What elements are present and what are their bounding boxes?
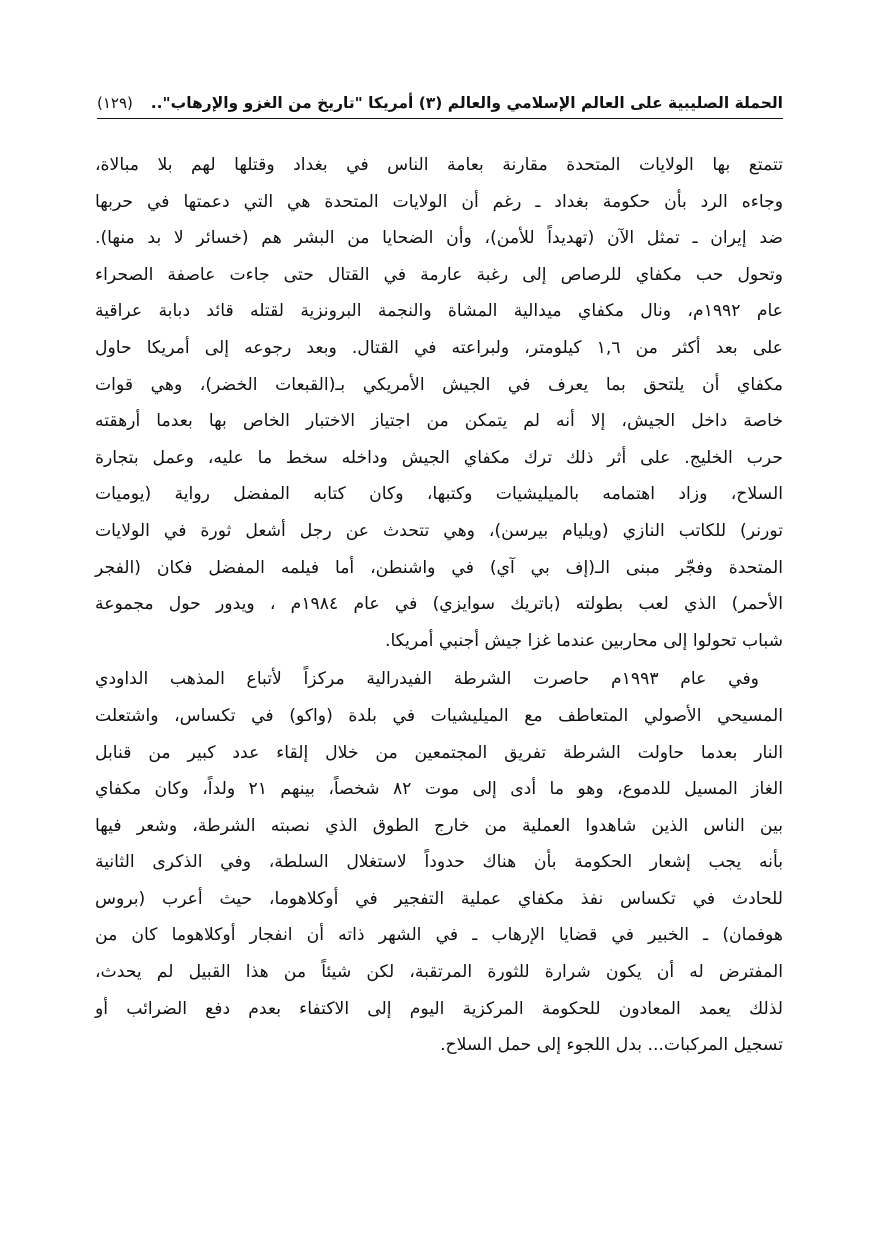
text-line: عام ١٩٩٢م، ونال مكفاي ميدالية المشاة والنجمة البرونزية لقتله قائد دبابة عراقية <box>95 301 783 322</box>
text-line: بأنه يجب إشعار الحكومة بأن هناك حدوداً لاستغلال السلطة، وفي الذكرى الثانية <box>95 852 783 873</box>
text-line: بين الناس الذين شاهدوا العملية من خارج الطوق الذي نصبته الشرطة، وشعر فيها <box>95 815 783 836</box>
running-header-title: الحملة الصليبية على العالم الإسلامي والعالم (٣) أمريكا "تاريخ من الغزو والإرهاب".. <box>150 94 783 112</box>
text-line: تسجيل المركبات... بدل اللجوء إلى حمل السلاح. <box>440 1035 783 1056</box>
text-line: مكفاي أن يلتحق بما يعرف في الجيش الأمريكي بـ(القبعات الخضر)، وهي قوات <box>95 374 783 395</box>
paragraph-2 <box>95 661 783 1064</box>
text-line: للحادث في تكساس نفذ مكفاي عملية التفجير في أوكلاهوما، حيث أعرب (بروس <box>95 888 783 909</box>
paragraph-1 <box>95 147 783 659</box>
text-line: على بعد أكثر من ١,٦ كيلومتر، ولبراعته في القتال. وبعد رجوعه إلى أمريكا حاول <box>95 337 784 358</box>
text-line: تورنر) للكاتب النازي (ويليام بيرسن)، وهي تتحدث عن رجل أشعل ثورة في الولايات <box>95 520 783 541</box>
text-line: السلاح، وزاد اهتمامه بالميليشيات وكتبها، وكان كتابه المفضل رواية (يوميات <box>95 484 783 505</box>
text-line: المسيحي الأصولي المتعاطف مع الميليشيات في بلدة (واكو) في تكساس، واشتعلت <box>95 705 783 726</box>
running-header <box>97 88 783 119</box>
text-line: وتحول حب مكفاي للرصاص إلى رغبة عارمة في القتال حتى جاءت عاصفة الصحراء <box>95 264 783 285</box>
body-text <box>95 147 783 1064</box>
text-line: المفترض له أن يكون شرارة للثورة المرتقبة، لكن شيئاً من هذا القبيل لم يحدث، <box>95 962 783 983</box>
text-line: النار بعدما حاولت الشرطة تفريق المجتمعين من خلال إلقاء عدد كبير من قنابل <box>95 742 783 763</box>
text-line: تتمتع بها الولايات المتحدة مقارنة بعامة الناس في بغداد وقتلها لهم بلا مبالاة، <box>95 155 783 175</box>
page-number: (١٢٩) <box>97 94 133 112</box>
text-line: شباب تحولوا إلى محاربين عندما غزا جيش أجنبي أمريكا. <box>384 630 783 651</box>
text-line: لذلك يعمد المعادون للحكومة المركزية اليوم إلى الاكتفاء بعدم دفع الضرائب أو <box>95 998 783 1019</box>
text-line: وجاءه الرد بأن حكومة بغداد ـ رغم أن الولايات المتحدة هي التي دعمتها في حربها <box>95 191 783 212</box>
text-line: حرب الخليج. على أثر ذلك ترك مكفاي الجيش وداخله سخط ما عليه، وعمل بتجارة <box>95 447 783 468</box>
text-line: هوفمان) ـ الخبير في قضايا الإرهاب ـ في الشهر ذاته أن انفجار أوكلاهوما كان من <box>95 925 783 946</box>
text-line: خاصة داخل الجيش، إلا أنه لم يتمكن من اجتياز الاختبار الخاص بها بعدما أرهقته <box>95 411 783 432</box>
text-line: ضد إيران ـ تمثل الآن (تهديداً للأمن)، وأن الضحايا من البشر هم (خسائر لا بد منها). <box>95 228 783 249</box>
text-line: الأحمر) الذي لعب بطولته (باتريك سوايزي) في عام ١٩٨٤م ، ويدور حول مجموعة <box>95 594 784 615</box>
text-line: وفي عام ١٩٩٣م حاصرت الشرطة الفيدرالية مركزاً لأتباع المذهب الداودي <box>95 669 759 690</box>
text-line: الغاز المسيل للدموع، وهو ما أدى إلى موت ٨٢ شخصاً، بينهم ٢١ ولداً، وكان مكفاي <box>95 779 784 800</box>
text-line: المتحدة وفجّر مبنى الـ(إف بي آي) في واشنطن، أما فيلمه المفضل فكان (الفجر <box>95 557 783 578</box>
